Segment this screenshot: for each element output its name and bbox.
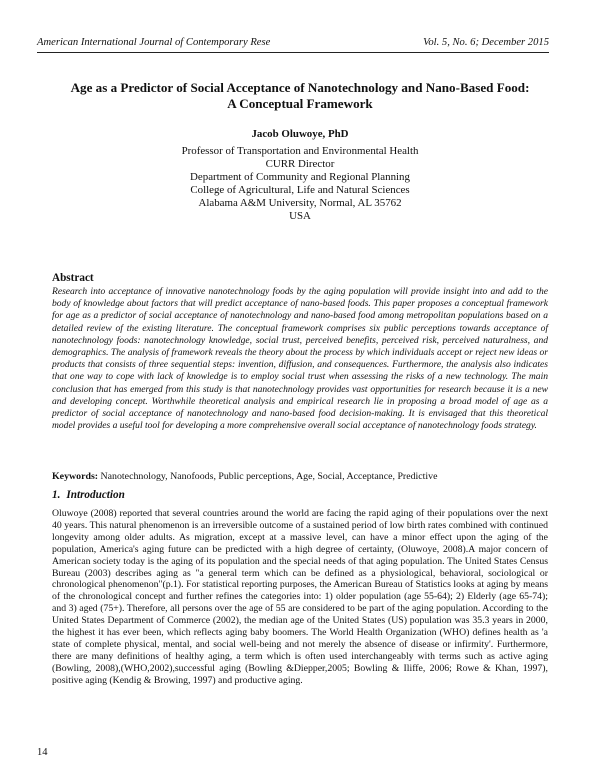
- issue-info: Vol. 5, No. 6; December 2015: [423, 37, 549, 48]
- section-title: Introduction: [66, 489, 125, 501]
- running-header: [37, 37, 549, 51]
- section-heading: [52, 489, 125, 501]
- abstract-heading: Abstract: [52, 272, 94, 284]
- paper-title: [60, 80, 540, 112]
- affiliation-line: Alabama A&M University, Normal, AL 35762: [198, 197, 402, 209]
- page-number: 14: [37, 747, 48, 758]
- author-block: [100, 128, 500, 223]
- title-line-1: Age as a Predictor of Social Acceptance of Nanotechnology and Nano-Based Food:: [70, 80, 530, 95]
- title-line-2: A Conceptual Framework: [227, 96, 373, 111]
- author-name: Jacob Oluwoye, PhD: [251, 128, 349, 140]
- affiliation-line: Department of Community and Regional Planning: [190, 171, 410, 183]
- affiliation-line: CURR Director: [265, 158, 335, 170]
- keywords-text: Nanotechnology, Nanofoods, Public perceptions, Age, Social, Acceptance, Predictive: [98, 471, 438, 482]
- affiliation-line: College of Agricultural, Life and Natural Sciences: [190, 184, 410, 196]
- affiliation-line: USA: [289, 210, 311, 222]
- abstract-text: Research into acceptance of innovative nanotechnology foods by the aging population will provide insight into and add to the body of knowledge about factors that will predict acceptance of nano-based foods. This paper proposes a conceptual framework for age as a predictor of social acceptance of nanotechnology and nano-based food among metropolitan populations based on a detailed review of the existing literature. The conceptual framework comprises six public perceptions towards acceptance of nanotechnology foods: nanotechnology knowledge, social trust, perceived benefits, perceived risk, perceived naturalness, and demographics. The analysis of framework reveals the theory about the process by which individuals accept or reject new ideas or products that consists of three sequential steps: invention, diffusion, and consequences. Furthermore, the analysis also indicates that one way to cope with lack of knowledge is to employ social trust when assessing the risks of a new technology. The main conclusion that has emerged from this study is that nanotechnology provides vast opportunities for research because it is a new and developing concept. Worthwhile theoretical analysis and empirical research lie in proposing a broad model of age as a predictor of social acceptance of nanotechnology and nano-based food decision-making. It is envisaged that this theoretical model provides a useful tool for developing a more comprehensive overall social acceptance of nanotechnology foods strategy.: [52, 286, 548, 432]
- keywords: [52, 471, 560, 482]
- introduction-text: Oluwoye (2008) reported that several countries around the world are facing the rapid aging of their populations over the next 40 years. This natural phenomenon is an irreversible outcome of a sustained period of low birth rates combined with continued longevity among older adults. As migration, except at a massive level, can have a minor effect upon the aging of the population, America's aging future can be predicted with a high degree of certainty, (Oluwoye, 2008).A major concern of American society today is the aging of its population and the special needs of that aging population. The United States Census Bureau (2003) describes aging as "a general term which can be defined as a physiological, behavioral, sociological or chronological phenomenon"(p.1). For statistical reporting purposes, the American Bureau of Statistics looks at aging by means of the chronological concept and further refines the categories into: 1) older population (age 55-64); 2) Elderly (age 65-74); and 3) aged (75+). Therefore, all persons over the age of 55 are considered to be part of the aging population. According to the United States Department of Commerce (2002), the median age of the United States (US) population was 35.3 years in 2000, the highest it has ever been, which reflects aging baby boomers. The World Health Organization (WHO) defines health as 'a state of complete physical, mental, and social well-being and not merely the absence of disease or infirmity'. Furthermore, there are many definitions of healthy aging, a term which is often used interchangeably with terms such as active aging (Bowling, 2008),(WHO,2002),successful aging (Bowling &Diepper,2005; Bowling & Iliffe, 2006; Rowe & Khan, 1997), positive aging (Kendig & Browing, 1997) and productive aging.: [52, 508, 548, 686]
- keywords-label: Keywords:: [52, 471, 99, 482]
- header-rule: [37, 52, 549, 53]
- journal-name: American International Journal of Contemporary Rese: [37, 37, 271, 48]
- affiliation-line: Professor of Transportation and Environmental Health: [181, 145, 419, 157]
- section-number: 1.: [52, 489, 61, 501]
